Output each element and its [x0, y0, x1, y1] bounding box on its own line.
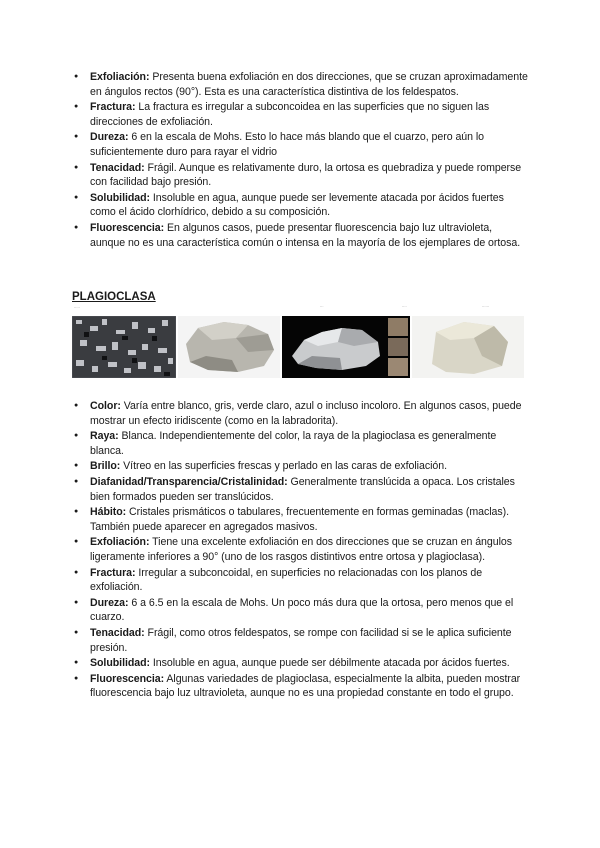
ortosa-property-item [90, 100, 530, 129]
property-label: Diafanidad/Transparencia/Cristalinidad: [90, 475, 288, 488]
property-label: Fractura: [90, 101, 136, 114]
plagioclasa-property-item [90, 399, 530, 428]
plagioclasa-property-item [90, 626, 530, 655]
ortosa-property-item [90, 130, 530, 159]
plagioclasa-property-item [90, 566, 530, 595]
plagioclasa-property-item [90, 475, 530, 504]
plagioclasa-property-item [90, 505, 530, 534]
plagioclasa-property-item [90, 672, 530, 701]
plagioclasa-property-item [90, 596, 530, 625]
ortosa-property-item [90, 191, 530, 220]
plagioclasa-properties-list [90, 399, 530, 702]
ortosa-property-item [90, 221, 530, 250]
property-text: Generalmente translúcida a opaca. Los cristales bien formados pueden ser translúcidos. [90, 475, 515, 503]
property-text: La fractura es irregular a subconcoidea en las superficies que no siguen las direcciones de exfoliación. [90, 101, 490, 128]
property-label: Exfoliación: [90, 536, 150, 549]
property-label: Dureza: [90, 131, 129, 144]
plagioclase-photo-2 [178, 316, 280, 378]
property-text: 6 a 6.5 en la escala de Mohs. Un poco más dura que la ortosa, pero menos que el cuarzo. [90, 596, 514, 624]
plagioclase-photo-4 [412, 316, 524, 378]
property-label: Dureza: [90, 596, 129, 609]
plagioclasa-property-item [90, 656, 530, 671]
section-title-plagioclasa: PLAGIOCLASA [72, 291, 156, 303]
property-label: Fluorescencia: [90, 221, 165, 234]
property-text: Tiene una excelente exfoliación en dos direcciones que se cruzan en ángulos ligeramente inferiores a 90° (uno de los rasgos distintivos entre ortosa y plagioclasa). [90, 536, 512, 563]
property-label: Solubilidad: [90, 191, 151, 204]
property-text: Varía entre blanco, gris, verde claro, azul o incluso incoloro. En algunos casos, puede mostrar un efecto iridiscente (como en la labradorita). [90, 400, 522, 427]
property-label: Tenacidad: [90, 626, 145, 639]
property-label: Fractura: [90, 566, 136, 579]
plagioclasa-property-item [90, 429, 530, 458]
plagioclasa-image-strip: ····· ··· ···· ······ [72, 304, 527, 382]
property-text: En algunos casos, puede presentar fluorescencia bajo luz ultravioleta, aunque no es una característica común o intensa en la mayoría de los ejemplares de ortosa. [90, 221, 521, 249]
property-text: Insoluble en agua, aunque puede ser levemente atacada por ácidos fuertes como el ácido clorhídrico, debido a su composición. [90, 191, 504, 219]
property-label: Solubilidad: [90, 657, 151, 670]
property-text: Presenta buena exfoliación en dos direcciones, que se cruzan aproximadamente en ángulos rectos (90°). Esta es una característica distintiva de los feldespatos. [90, 71, 528, 98]
property-text: Cristales prismáticos o tabulares, frecuentemente en formas geminadas (maclas). También puede aparecer en agregados masivos. [90, 506, 509, 533]
plagioclase-photo-1 [72, 316, 176, 378]
property-text: Frágil. Aunque es relativamente duro, la ortosa es quebradiza y puede romperse con facilidad bajo presión. [90, 161, 522, 189]
property-text: Frágil, como otros feldespatos, se rompe con facilidad si se le aplica suficiente presión. [90, 626, 512, 654]
ortosa-properties-list [90, 70, 530, 251]
property-text: 6 en la escala de Mohs. Esto lo hace más blando que el cuarzo, pero aún lo suficientemente duro para rayar el vidrio [90, 131, 485, 158]
property-label: Brillo: [90, 460, 121, 473]
property-text: Algunas variedades de plagioclasa, especialmente la albita, pueden mostrar fluorescencia bajo luz ultravioleta, aunque no es una propiedad constante en todo el grupo. [90, 672, 521, 700]
property-text: Vítreo en las superficies frescas y perlado en las caras de exfoliación. [120, 460, 447, 473]
property-label: Raya: [90, 430, 119, 443]
property-text: Blanca. Independientemente del color, la raya de la plagioclasa es generalmente blanca. [90, 430, 497, 457]
property-text: Insoluble en agua, aunque puede ser débilmente atacada por ácidos fuertes. [150, 657, 510, 670]
property-label: Exfoliación: [90, 71, 150, 83]
property-label: Tenacidad: [90, 161, 145, 174]
property-label: Hábito: [90, 506, 127, 519]
ortosa-property-item [90, 161, 530, 190]
ortosa-property-item [90, 70, 530, 99]
plagioclase-photo-3 [282, 316, 410, 378]
property-label: Fluorescencia: [90, 672, 165, 685]
property-label: Color: [90, 400, 121, 412]
plagioclasa-property-item [90, 459, 530, 474]
plagioclasa-property-item [90, 535, 530, 564]
property-text: Irregular a subconcoidal, en superficies no relacionadas con los planos de exfoliación. [90, 566, 483, 594]
